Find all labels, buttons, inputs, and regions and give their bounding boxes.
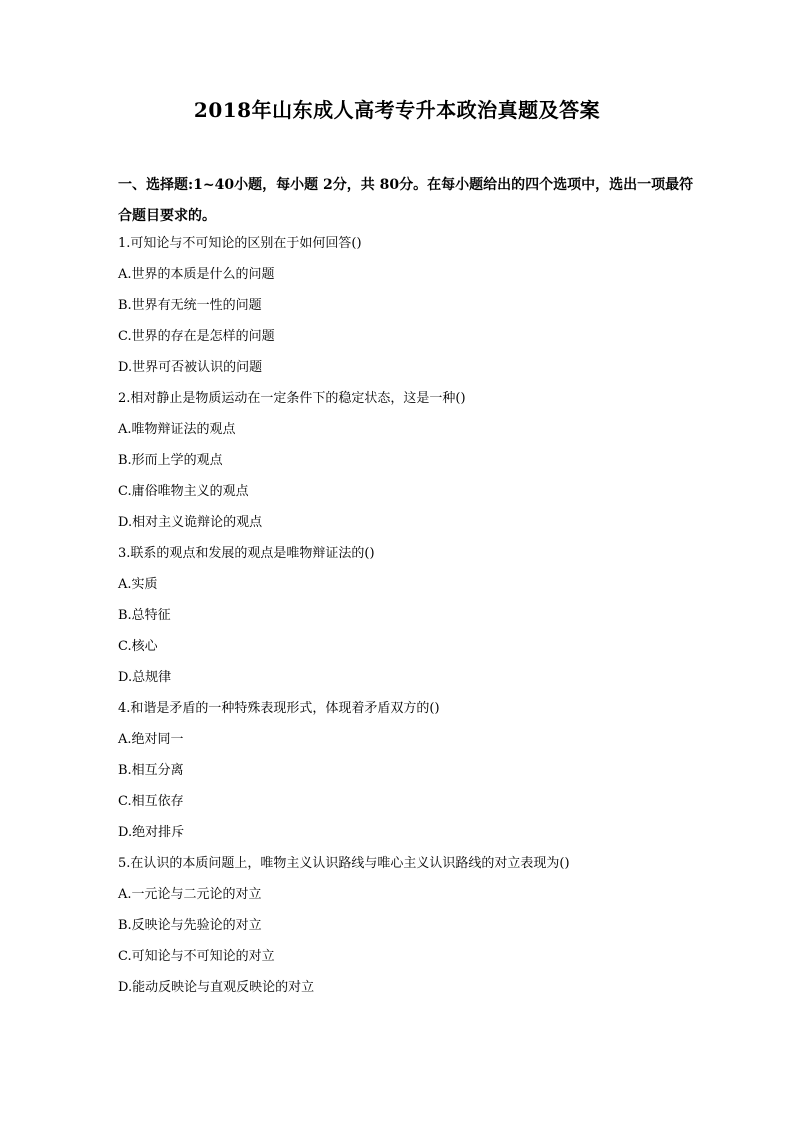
question-option: B.总特征 bbox=[118, 608, 171, 623]
question-option: C.世界的存在是怎样的问题 bbox=[118, 329, 275, 344]
question-stem: 3.联系的观点和发展的观点是唯物辩证法的() bbox=[118, 546, 375, 561]
question-option: C.庸俗唯物主义的观点 bbox=[118, 484, 249, 499]
question-stem: 4.和谐是矛盾的一种特殊表现形式，体现着矛盾双方的() bbox=[118, 701, 440, 716]
question-stem: 1.可知论与不可知论的区别在于如何回答() bbox=[118, 236, 362, 251]
question-option: C.核心 bbox=[118, 639, 158, 654]
question-option: A.实质 bbox=[118, 577, 158, 592]
question-option: D.能动反映论与直观反映论的对立 bbox=[118, 980, 315, 995]
question-option: A.绝对同一 bbox=[118, 732, 184, 747]
question-stem: 5.在认识的本质问题上，唯物主义认识路线与唯心主义认识路线的对立表现为() bbox=[118, 856, 570, 871]
question-stem: 2.相对静止是物质运动在一定条件下的稳定状态，这是一种() bbox=[118, 391, 466, 406]
question-option: D.世界可否被认识的问题 bbox=[118, 360, 263, 375]
section-heading: 一、选择题:1~40小题，每小题 2分，共 80分。在每小题给出的四个选项中，选出一项最符合题目要求的。 bbox=[118, 177, 694, 224]
question-option: D.绝对排斥 bbox=[118, 825, 185, 840]
question-option: D.相对主义诡辩论的观点 bbox=[118, 515, 263, 530]
question-list bbox=[118, 228, 718, 1003]
document-title: 2018年山东成人高考专升本政治真题及答案 bbox=[193, 98, 601, 122]
question-option: B.反映论与先验论的对立 bbox=[118, 918, 262, 933]
question-option: A.一元论与二元论的对立 bbox=[118, 887, 262, 902]
question-option: C.可知论与不可知论的对立 bbox=[118, 949, 275, 964]
question-option: B.形而上学的观点 bbox=[118, 453, 223, 468]
question-option: A.世界的本质是什么的问题 bbox=[118, 267, 275, 282]
question-option: C.相互依存 bbox=[118, 794, 184, 809]
question-option: B.相互分离 bbox=[118, 763, 184, 778]
question-option: A.唯物辩证法的观点 bbox=[118, 422, 236, 437]
question-option: D.总规律 bbox=[118, 670, 172, 685]
question-option: B.世界有无统一性的问题 bbox=[118, 298, 262, 313]
